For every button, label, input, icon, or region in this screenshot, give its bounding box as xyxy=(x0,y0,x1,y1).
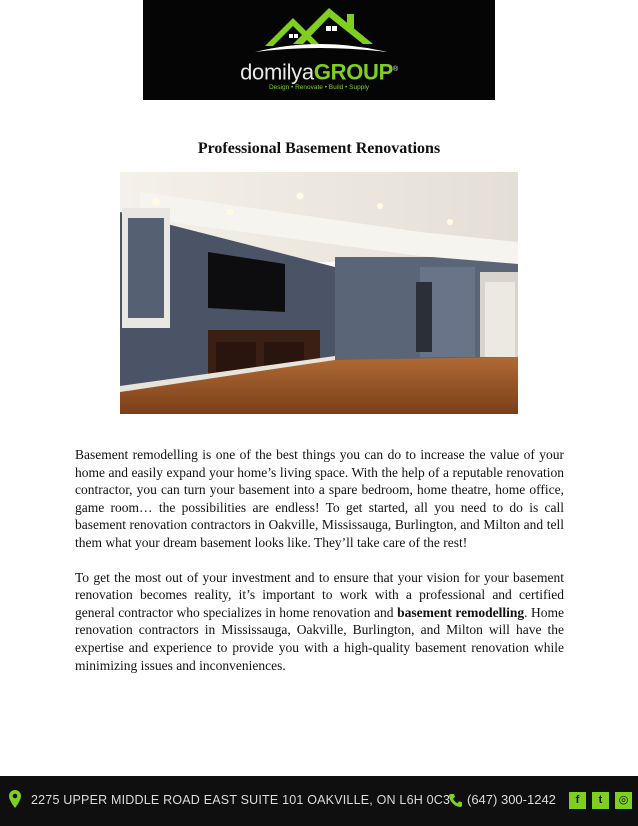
paragraph-2-part2: . Home renovation contractors in Mississauga, Oakville, Burlington, and Milton will have the expertise and experience to provide you with a high-quality basement renovation while minimizing issues and inconveniences. xyxy=(75,604,564,673)
paragraph-1: Basement remodelling is one of the best things you can do to increase the value of your home and easily expand your home’s living space. With the help of a reputable renovation contractor, you can turn your basement into a spare bedroom, home theatre, home office, game room… the possibilities are endless! To get started, all you need to do is call basement renovation contractors in Oakville, Mississauga, Burlington, and Milton and tell them what your dream basement looks like. They’ll take care of the rest! xyxy=(75,447,564,550)
brand-part1: domilya xyxy=(240,59,314,85)
twitter-icon[interactable]: t xyxy=(592,792,609,809)
location-pin-icon xyxy=(9,790,21,808)
basement-photo xyxy=(120,172,518,414)
brand-tagline: Design • Renovate • Build • Supply xyxy=(268,84,370,91)
phone-icon xyxy=(448,793,463,808)
brand-part2: GROUP xyxy=(313,59,394,85)
footer-phone[interactable]: (647) 300-1242 xyxy=(467,792,556,807)
footer-bar xyxy=(0,776,638,826)
footer-address: 2275 UPPER MIDDLE ROAD EAST SUITE 101 OAKVILLE, ON L6H 0C3 xyxy=(31,793,451,807)
logo-banner xyxy=(143,0,495,100)
brand-name xyxy=(143,58,495,84)
paragraph-2 xyxy=(75,569,564,675)
instagram-icon[interactable]: ◎ xyxy=(615,792,632,809)
body-text xyxy=(75,446,564,691)
facebook-icon[interactable]: f xyxy=(569,792,586,809)
registered-mark: ® xyxy=(393,66,398,73)
house-roof-logo-icon xyxy=(143,0,495,60)
page-title: Professional Basement Renovations xyxy=(197,140,441,157)
paragraph-2-bold-keyword: basement remodelling xyxy=(397,604,525,620)
paragraph-2-part1: To get the most out of your investment and to ensure that your vision for your basement renovation becomes reality, it’s important to work with a professional and certified general contractor who specializes in home renovation and xyxy=(75,569,564,620)
